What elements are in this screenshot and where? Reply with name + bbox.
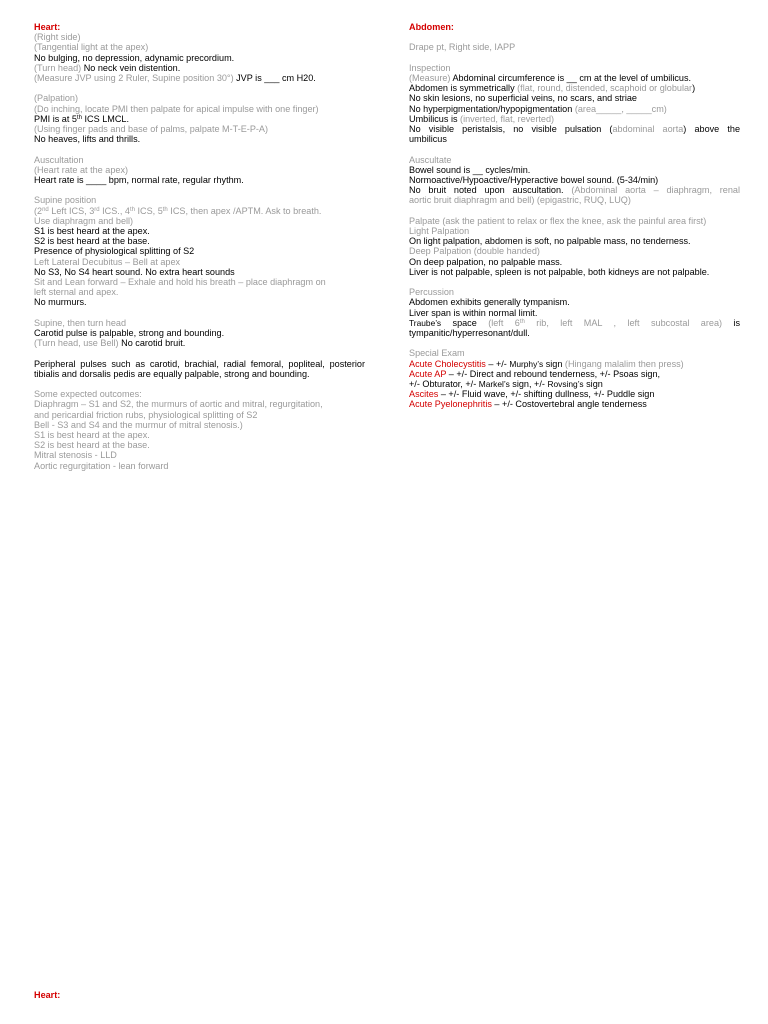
- auscultate-heading: Auscultate: [409, 154, 452, 165]
- heart-title: Heart:: [34, 22, 61, 32]
- chole-dash: – +/-: [485, 358, 510, 369]
- seq-end: ICS, then apex /APTM. Ask to breath.: [167, 205, 322, 216]
- left-lateral-note: Left Lateral Decubitus – Bell at apex: [34, 256, 181, 267]
- no-bruit-line: [409, 185, 740, 195]
- carotid-pulse-text: Carotid pulse is palpable, strong and bounding.: [34, 328, 225, 339]
- abdomen-title: Abdomen:: [409, 22, 454, 32]
- bruit-note: (Abdominal aorta – diaphragm, renal: [571, 185, 740, 196]
- pericardial-outcome: and pericardial friction rubs, physiological splitting of S2: [34, 409, 258, 420]
- umbilicus-options: (inverted, flat, reverted): [460, 113, 555, 124]
- symmetrical-text: Abdomen is symmetrically: [409, 83, 518, 94]
- bell-outcome: Bell - S3 and S4 and the murmur of mitral stenosis.): [34, 419, 243, 430]
- palpation-heading: (Palpation): [34, 93, 78, 104]
- seq-ics: ICS., 4: [99, 205, 130, 216]
- abdominal-aorta-note: abdominal aorta: [612, 124, 684, 134]
- light-palpation-heading: Light Palpation: [409, 226, 470, 236]
- no-peristalsis-end: ) above the: [683, 124, 741, 134]
- heart-rate-text: Heart rate is ____ bpm, normal rate, regular rhythm.: [34, 175, 244, 186]
- acute-ap-label: Acute AP: [409, 368, 447, 379]
- umbilicus-line: [409, 114, 740, 124]
- tympanism-text: Abdomen exhibits generally tympanism.: [409, 297, 570, 308]
- seq-sup-nd: nd: [42, 206, 49, 213]
- no-hyper-text: No hyperpigmentation/hypopigmentation: [409, 103, 575, 114]
- traube-line: [409, 318, 740, 328]
- ics-sequence-note: [34, 206, 365, 216]
- deep-palpation-heading: Deep Palpation (double handed): [409, 246, 540, 257]
- no-peristalsis-text: No visible peristalsis, no visible pulsation (: [409, 124, 613, 134]
- symmetrical-line: [409, 83, 740, 93]
- no-bruit-text: No bruit noted upon auscultation.: [409, 185, 572, 196]
- palpate-heading: Palpate (ask the patient to relax or flex the knee, ask the painful area first): [409, 215, 707, 226]
- markels-sign-text: sign, +/-: [509, 379, 548, 390]
- use-diaphragm-note: Use diaphragm and bell): [34, 215, 134, 226]
- acute-ap-line: [409, 369, 740, 379]
- umbilicus-text: Umbilicus is: [409, 113, 461, 124]
- seq-sup-rd: rd: [94, 206, 100, 213]
- diaphragm-outcome: Diaphragm – S1 and S2, the murmurs of aortic and mitral, regurgitation,: [34, 399, 323, 410]
- area-note: (area_____, _____cm): [574, 103, 667, 114]
- traube-sup: th: [519, 318, 525, 325]
- liver-span-text: Liver span is within normal limit.: [409, 307, 538, 318]
- ascites-text: – +/- Fluid wave, +/- shifting dullness, +/- Puddle sign: [438, 389, 655, 400]
- no-carotid-bruit-text: No carotid bruit.: [118, 338, 186, 349]
- left-sternal-note: left sternal and apex.: [34, 287, 119, 298]
- ascites-line: [409, 389, 740, 399]
- carotid-bruit-line: [34, 338, 365, 348]
- traube-note-end: rib, left MAL , left subcostal area): [524, 317, 723, 328]
- heart-rate-apex-note: (Heart rate at the apex): [34, 164, 129, 175]
- neck-vein-line: [34, 63, 365, 73]
- cholecystitis-line: [409, 359, 740, 369]
- measure-jvp-note: (Measure JVP using 2 Ruler, Supine position 30°): [34, 73, 234, 84]
- inspection-heading: Inspection: [409, 62, 451, 73]
- traube-note: (left 6: [488, 317, 520, 328]
- pyelonephritis-text: – +/- Costovertebral angle tenderness: [491, 399, 647, 410]
- pmi-line: [34, 114, 365, 124]
- peristalsis-line: [409, 124, 740, 134]
- hingang-note: (Hingang malalim then press): [564, 358, 684, 369]
- murphys-sign-text: sign: [543, 358, 565, 369]
- supine-turn-heading: Supine, then turn head: [34, 317, 127, 328]
- seq-sup-th1: th: [129, 206, 135, 213]
- inching-note: (Do inching, locate PMI then palpate for apical impulse with one finger): [34, 103, 319, 114]
- jvp-line: [34, 73, 365, 83]
- pmi-text: PMI is at 5: [34, 113, 77, 124]
- murphys-name: Murphy’s: [509, 358, 544, 369]
- s1-apex-outcome: S1 is best heard at the apex.: [34, 430, 150, 441]
- bruit-note-2: aortic bruit diaphragm and bell) (epigastric, RUQ, LUQ): [409, 195, 631, 206]
- sit-lean-note: Sit and Lean forward – Exhale and hold his breath – place diaphragm on: [34, 277, 326, 288]
- drape-note: Drape pt, Right side, IAPP: [409, 42, 516, 53]
- s2-base-outcome: S2 is best heard at the base.: [34, 440, 150, 451]
- ascites-label: Ascites: [409, 389, 439, 400]
- pmi-sup: th: [76, 114, 82, 121]
- no-heaves-text: No heaves, lifts and thrills.: [34, 134, 141, 145]
- obturator-text: +/- Obturator, +/-: [409, 379, 479, 390]
- acute-ap-text: – +/- Direct and rebound tenderness, +/- Psoas sign,: [446, 368, 661, 379]
- percussion-heading: Percussion: [409, 287, 454, 298]
- symmetrical-options: (flat, round, distended, scaphoid or globular: [517, 83, 693, 94]
- acute-pyelonephritis-label: Acute Pyelonephritis: [409, 399, 492, 410]
- finger-pads-note: (Using finger pads and base of palms, palpate M-T-E-P-A): [34, 124, 269, 135]
- deep-palpation-result: On deep palpation, no palpable mass.: [409, 256, 563, 267]
- aortic-regurg-outcome: Aortic regurgitation - lean forward: [34, 460, 169, 471]
- s1-apex-text: S1 is best heard at the apex.: [34, 226, 150, 237]
- tympanitic-text: tympanitic/hyperresonant/dull.: [409, 328, 530, 339]
- no-bulging-text: No bulging, no depression, adynamic precordium.: [34, 52, 235, 63]
- right-side-note: (Right side): [34, 32, 81, 43]
- traube-name: Traube’s: [409, 317, 442, 328]
- pmi-suffix: ICS LMCL.: [81, 113, 129, 124]
- tangential-note: (Tangential light at the apex): [34, 42, 149, 53]
- auscultation-heading: Auscultation: [34, 154, 84, 165]
- umbilicus-end-text: umbilicus: [409, 134, 447, 145]
- abdomen-section: [409, 22, 740, 410]
- light-palpation-result: On light palpation, abdomen is soft, no palpable mass, no tenderness.: [409, 236, 691, 247]
- traube-space-text: space: [441, 317, 489, 328]
- special-exam-heading: Special Exam: [409, 348, 465, 359]
- seq-left-ics: Left ICS, 3: [48, 205, 95, 216]
- turn-head-bell-note: (Turn head, use Bell): [34, 338, 119, 349]
- peripheral-pulses-text: Peripheral pulses such as carotid, brachial, radial femoral, popliteal, posterior tibialis and dorsalis pedis are equally palpable, strong and bounding.: [34, 358, 365, 379]
- supine-position-heading: Supine position: [34, 195, 97, 206]
- rovsings-name: Rovsing’s: [547, 379, 584, 390]
- s2-base-text: S2 is best heard at the base.: [34, 236, 150, 247]
- jvp-text: JVP is ___ cm H20.: [233, 73, 316, 84]
- no-murmurs-text: No murmurs.: [34, 297, 87, 308]
- hyperpigmentation-line: [409, 104, 740, 114]
- expected-outcomes-heading: Some expected outcomes:: [34, 389, 142, 400]
- seq-sup-th2: th: [162, 206, 168, 213]
- pyelonephritis-line: [409, 399, 740, 409]
- acute-cholecystitis-label: Acute Cholecystitis: [409, 358, 486, 369]
- no-neck-vein-text: No neck vein distention.: [81, 62, 181, 73]
- rovsings-sign-text: sign: [583, 379, 603, 390]
- no-skin-text: No skin lesions, no superficial veins, no scars, and striae: [409, 93, 637, 104]
- turn-head-note: (Turn head): [34, 62, 82, 73]
- measure-note: (Measure): [409, 72, 451, 83]
- traube-is-text: is: [722, 317, 740, 328]
- no-s3-s4-text: No S3, No S4 heart sound. No extra heart sounds: [34, 266, 235, 277]
- seq-open: (2: [34, 205, 43, 216]
- seq-ics2: ICS, 5: [134, 205, 163, 216]
- physio-split-text: Presence of physiological splitting of S2: [34, 246, 195, 257]
- circumference-text: Abdominal circumference is __ cm at the level of umbilicus.: [450, 72, 692, 83]
- bowel-sound-text: Bowel sound is __ cycles/min.: [409, 164, 531, 175]
- obturator-line: [409, 379, 740, 389]
- circumference-line: [409, 73, 740, 83]
- mitral-stenosis-outcome: Mitral stenosis - LLD: [34, 450, 117, 461]
- footer-heart-title: Heart:: [34, 990, 61, 1000]
- normoactive-text: Normoactive/Hypoactive/Hyperactive bowel sound. (5-34/min): [409, 175, 659, 185]
- liver-spleen-text: Liver is not palpable, spleen is not palpable, both kidneys are not palpable.: [409, 266, 710, 277]
- symmetrical-close: ): [692, 83, 696, 94]
- heart-section: [34, 22, 365, 471]
- markels-name: Markel’s: [478, 379, 510, 390]
